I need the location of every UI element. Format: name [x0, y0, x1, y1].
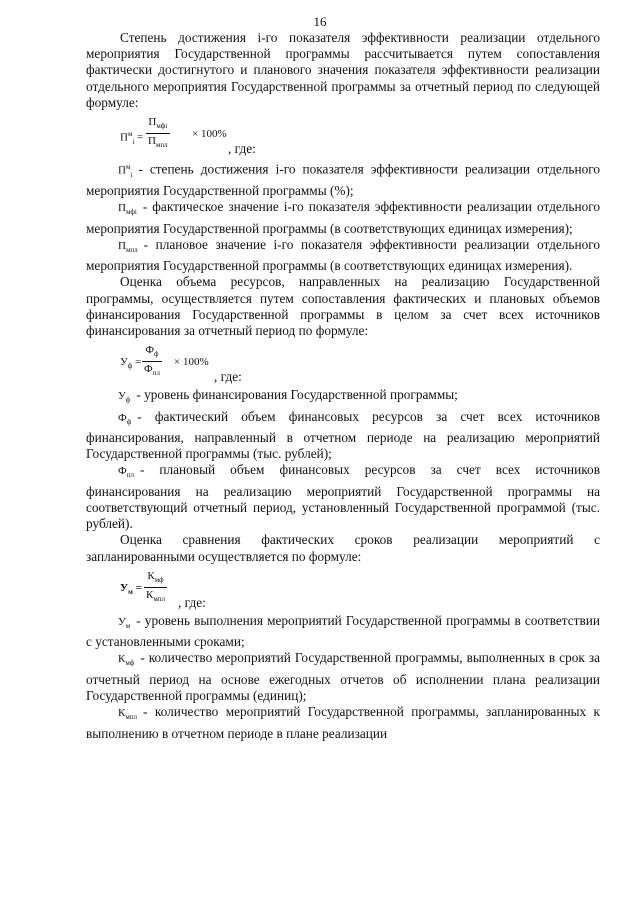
definition-8: $К_{мф}$ - количество мероприятий Государственной программы, выполненных в срок за отчетный период на основе ежегодных отчетов об исполнении плана реализации Государственной программы (единиц); — [86, 650, 600, 704]
paragraph-3: Оценка сравнения фактических сроков реализации мероприятий с запланированными осуществляется по формуле: — [86, 532, 600, 564]
definition-9: $К_{мпл}$ - количество мероприятий Государственной программы, запланированных к выполнению в отчетном периоде в плане реализации — [86, 704, 600, 741]
definition-1: $П^м_i$ - степень достижения i-го показателя эффективности реализации отдельного мероприятия Государственной программы (%); — [86, 161, 600, 199]
paragraph-1: Степень достижения i-го показателя эффективности реализации отдельного мероприятия Государственной программы рассчитывается путем сопоставления фактически достигнутого и планового значения показателя эффективности реализации отдельного мероприятия Государственной программы за отчетный период по следующей формуле: — [86, 30, 600, 110]
formula-1-fraction: $П_{мфi}$ $П_{мпл}$ — [148, 116, 168, 150]
formula-1 — [86, 113, 600, 157]
definition-7: $У_м$ - уровень выполнения мероприятий Государственной программы в соответствии с установленными сроками; — [86, 612, 600, 650]
definition-3: $П_{мпл}$ - плановое значение i-го показателя эффективности реализации отдельного мероприятия Государственной программы (в соответствующих единицах измерения). — [86, 236, 600, 274]
formula-1-multiplier: × 100% — [192, 128, 227, 141]
formula-1-lhs: $П^м_i$ = — [120, 130, 144, 146]
formula-3-where: , где: — [178, 594, 206, 610]
formula-2 — [86, 341, 600, 385]
formula-1-where: , где: — [228, 141, 256, 157]
formula-2-where: , где: — [214, 369, 242, 385]
definition-4: $У_ф$ - уровень финансирования Государственной программы; — [118, 387, 458, 405]
paragraph-2: Оценка объема ресурсов, направленных на реализацию Государственной программы, осуществляется путем сопоставления фактических и плановых объемов финансирования Государственной программы в целом за счет всех источников финансирования за отчетный период по формуле: — [86, 274, 600, 339]
definition-6: $Ф_{пл}$ - плановый объем финансовых ресурсов за счет всех источников финансирования на реализацию мероприятий Государственной программы на соответствующий отчетный период, установленный Государственной программой (тыс. рублей). — [86, 462, 600, 532]
page-number: 16 — [313, 14, 327, 29]
formula-2-fraction: $Ф_ф$ $Ф_{пл}$ — [144, 344, 160, 378]
formula-3-fraction: $К_{мф}$ $К_{мпл}$ — [146, 569, 166, 604]
definition-2: $П_{мфi}$ - фактическое значение i-го показателя эффективности реализации отдельного мероприятия Государственной программы (в соответствующих единицах измерения); — [86, 199, 600, 236]
page-content — [86, 30, 600, 742]
definition-5: $Ф_ф$ - фактический объем финансовых ресурсов за счет всех источников финансирования, направленный в отчетном периоде на реализацию мероприятий Государственной программы (тыс. рублей); — [86, 408, 600, 462]
formula-2-lhs: $У_ф$ = — [120, 356, 142, 371]
formula-3-lhs: $У_м$ = — [120, 581, 142, 597]
formula-2-multiplier: × 100% — [174, 356, 209, 369]
formula-3 — [86, 567, 600, 611]
